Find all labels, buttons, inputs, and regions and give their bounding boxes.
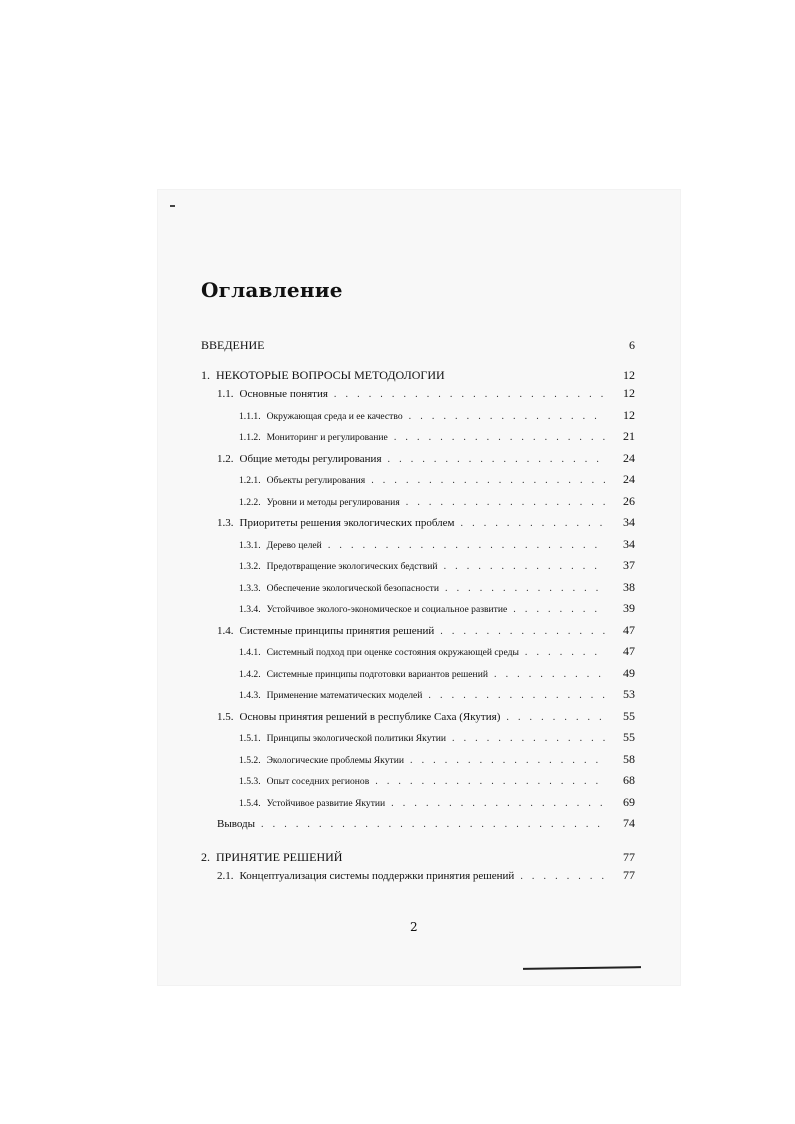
toc-entry-label: Принципы экологической политики Якутии <box>266 733 446 744</box>
toc-entry-page: 12 <box>623 407 635 422</box>
toc-entry-number: 1.5. <box>217 710 234 723</box>
toc-entry-page: 53 <box>623 687 635 701</box>
toc-entry <box>201 556 635 578</box>
page-title: Оглавление <box>201 278 343 302</box>
toc-entry <box>201 685 635 707</box>
toc-entry-title <box>239 429 388 447</box>
toc-leader-dots <box>261 816 605 834</box>
toc-leader-dots <box>520 868 605 886</box>
toc-entry-title <box>239 558 438 576</box>
toc-entry <box>201 621 635 643</box>
toc-entry-number: 1.5.3. <box>239 776 261 787</box>
toc-entry-number: 2.1. <box>217 869 234 882</box>
toc-entry-number: 2. <box>201 849 210 864</box>
toc-entry-title <box>239 687 422 705</box>
toc-entry-page: 12 <box>623 386 635 400</box>
toc-entry-page: 58 <box>623 751 635 766</box>
toc-entry-page: 47 <box>623 644 635 658</box>
toc-leader-dots <box>440 623 605 641</box>
toc-entry-label: Применение математических моделей <box>266 690 423 701</box>
toc-entry-label: Экологические проблемы Якутии <box>266 754 404 766</box>
toc-entry <box>201 771 635 793</box>
toc-leader-dots <box>388 451 605 469</box>
toc-entry-label: Основные понятия <box>239 388 328 400</box>
toc-entry <box>201 492 635 514</box>
toc-entry-title <box>201 336 265 354</box>
toc-entry-title <box>239 644 519 662</box>
toc-entry-number: 1.4.2. <box>239 668 261 680</box>
toc-entry-label: Окружающая среда и ее качество <box>266 410 403 422</box>
toc-entry-page: 77 <box>623 867 635 882</box>
toc-entry-number: 1.3.1. <box>239 539 261 551</box>
toc-entry-number: 1.4.3. <box>239 690 261 701</box>
toc-entry-number: 1.2.1. <box>239 475 261 486</box>
toc-leader-dots <box>371 472 605 490</box>
toc-entry-label: Системные принципы принятия решений <box>239 624 435 637</box>
toc-leader-dots <box>525 644 605 662</box>
toc-entry <box>201 470 635 492</box>
toc-entry-label: Мониторинг и регулирование <box>266 432 388 443</box>
toc-entry-page: 38 <box>623 579 635 594</box>
toc-entry-number: 1. <box>201 368 210 382</box>
table-of-contents <box>201 336 635 887</box>
toc-entry-label: Уровни и методы регулирования <box>266 496 400 508</box>
toc-entry-page: 24 <box>623 472 635 486</box>
toc-leader-dots <box>452 730 605 748</box>
toc-entry-page: 39 <box>623 601 635 615</box>
toc-entry-title <box>239 408 403 426</box>
toc-entry-label: Общие методы регулирования <box>239 452 382 465</box>
toc-entry-page: 34 <box>623 536 635 551</box>
toc-entry-page: 74 <box>623 816 635 830</box>
toc-entry-number: 1.2. <box>217 452 234 465</box>
toc-entry-number: 1.4. <box>217 624 234 637</box>
toc-entry-title <box>201 848 342 866</box>
toc-leader-dots <box>513 601 605 619</box>
toc-leader-dots <box>334 386 605 404</box>
scan-speck <box>170 205 175 207</box>
toc-entry-number: 1.5.4. <box>239 797 261 809</box>
toc-entry-label: Системные принципы подготовки вариантов решений <box>266 668 488 680</box>
toc-entry-page: 47 <box>623 622 635 637</box>
toc-entry-title <box>201 366 445 384</box>
toc-entry-page: 49 <box>623 665 635 680</box>
toc-entry-page: 6 <box>629 338 635 352</box>
toc-entry-number: 1.1.2. <box>239 432 261 443</box>
toc-entry-label: Концептуализация системы поддержки принятия решений <box>239 869 515 882</box>
toc-entry <box>201 599 635 621</box>
toc-entry-page: 68 <box>623 773 635 787</box>
toc-leader-dots <box>445 580 605 598</box>
toc-entry <box>201 866 635 888</box>
toc-entry-title <box>239 494 400 512</box>
toc-entry <box>201 707 635 729</box>
page-number: 2 <box>410 920 418 934</box>
toc-entry-title <box>239 472 365 490</box>
toc-entry-label: Обеспечение экологической безопасности <box>266 582 439 594</box>
toc-entry-title <box>217 385 328 403</box>
toc-entry <box>201 814 635 836</box>
toc-leader-dots <box>444 558 605 576</box>
toc-entry <box>201 535 635 557</box>
toc-leader-dots <box>406 494 605 512</box>
toc-entry-number: 1.5.1. <box>239 733 261 744</box>
toc-entry-page: 26 <box>623 493 635 508</box>
toc-entry-number: 1.3.3. <box>239 582 261 594</box>
toc-entry-page: 69 <box>623 794 635 809</box>
toc-leader-dots <box>506 709 605 727</box>
toc-entry-label: Дерево целей <box>266 539 322 551</box>
toc-entry-label: Приоритеты решения экологических проблем <box>239 517 455 529</box>
toc-entry-label: Устойчивое эколого-экономическое и социальное развитие <box>266 604 508 615</box>
toc-leader-dots <box>494 666 605 684</box>
toc-entry-label: Объекты регулирования <box>266 475 366 486</box>
toc-leader-dots <box>328 537 605 555</box>
toc-entry-label: ВВЕДЕНИЕ <box>201 338 265 352</box>
toc-entry-label: Системный подход при оценке состояния окружающей среды <box>266 647 519 658</box>
toc-entry-label: Устойчивое развитие Якутии <box>266 797 386 809</box>
toc-entry-page: 77 <box>623 849 635 864</box>
toc-entry-label: Предотвращение экологических бедствий <box>266 561 438 572</box>
toc-entry-label: Опыт соседних регионов <box>266 776 370 787</box>
toc-entry-label: Выводы <box>217 818 256 830</box>
toc-entry-title <box>217 708 500 726</box>
toc-entry-label: Основы принятия решений в республике Саха (Якутия) <box>239 710 501 723</box>
toc-leader-dots <box>428 687 605 705</box>
toc-entry-number: 1.2.2. <box>239 496 261 508</box>
toc-entry <box>201 513 635 535</box>
toc-leader-dots <box>410 752 605 770</box>
toc-entry-page: 34 <box>623 515 635 529</box>
toc-entry <box>201 384 635 406</box>
toc-leader-dots <box>461 515 605 533</box>
toc-entry-number: 1.4.1. <box>239 647 261 658</box>
toc-entry <box>201 793 635 815</box>
toc-entry-page: 55 <box>623 730 635 744</box>
toc-entry-title <box>239 795 385 813</box>
toc-entry-title <box>217 514 455 532</box>
toc-entry-number: 1.3.2. <box>239 561 261 572</box>
toc-entry-title <box>217 450 382 468</box>
toc-entry <box>201 728 635 750</box>
toc-entry-title <box>239 773 369 791</box>
toc-entry <box>201 664 635 686</box>
toc-entry-number: 1.3. <box>217 517 234 529</box>
toc-entry-title <box>239 601 507 619</box>
toc-entry-number: 1.3.4. <box>239 604 261 615</box>
toc-entry-title <box>239 730 446 748</box>
toc-leader-dots <box>375 773 605 791</box>
toc-entry-label: ПРИНЯТИЕ РЕШЕНИЙ <box>216 849 343 864</box>
toc-entry <box>201 336 635 354</box>
toc-entry-page: 55 <box>623 708 635 723</box>
toc-entry-title <box>239 537 322 555</box>
toc-entry-number: 1.5.2. <box>239 754 261 766</box>
toc-entry <box>201 366 635 384</box>
toc-entry-page: 12 <box>623 368 635 382</box>
toc-entry <box>201 449 635 471</box>
toc-entry-title <box>239 666 488 684</box>
toc-entry-number: 1.1.1. <box>239 410 261 422</box>
toc-entry <box>201 848 635 866</box>
toc-leader-dots <box>391 795 605 813</box>
toc-entry <box>201 406 635 428</box>
toc-entry <box>201 750 635 772</box>
toc-entry-page: 21 <box>623 429 635 443</box>
toc-entry <box>201 578 635 600</box>
toc-entry-title <box>239 580 439 598</box>
toc-entry-title <box>217 815 255 833</box>
toc-entry-page: 37 <box>623 558 635 572</box>
toc-entry <box>201 642 635 664</box>
toc-leader-dots <box>409 408 605 426</box>
toc-leader-dots <box>394 429 605 447</box>
toc-entry-label: НЕКОТОРЫЕ ВОПРОСЫ МЕТОДОЛОГИИ <box>216 368 445 382</box>
toc-entry <box>201 427 635 449</box>
toc-entry-number: 1.1. <box>217 388 234 400</box>
toc-entry-title <box>239 752 404 770</box>
toc-entry-title <box>217 867 514 885</box>
toc-entry-title <box>217 622 434 640</box>
toc-entry-page: 24 <box>623 450 635 465</box>
